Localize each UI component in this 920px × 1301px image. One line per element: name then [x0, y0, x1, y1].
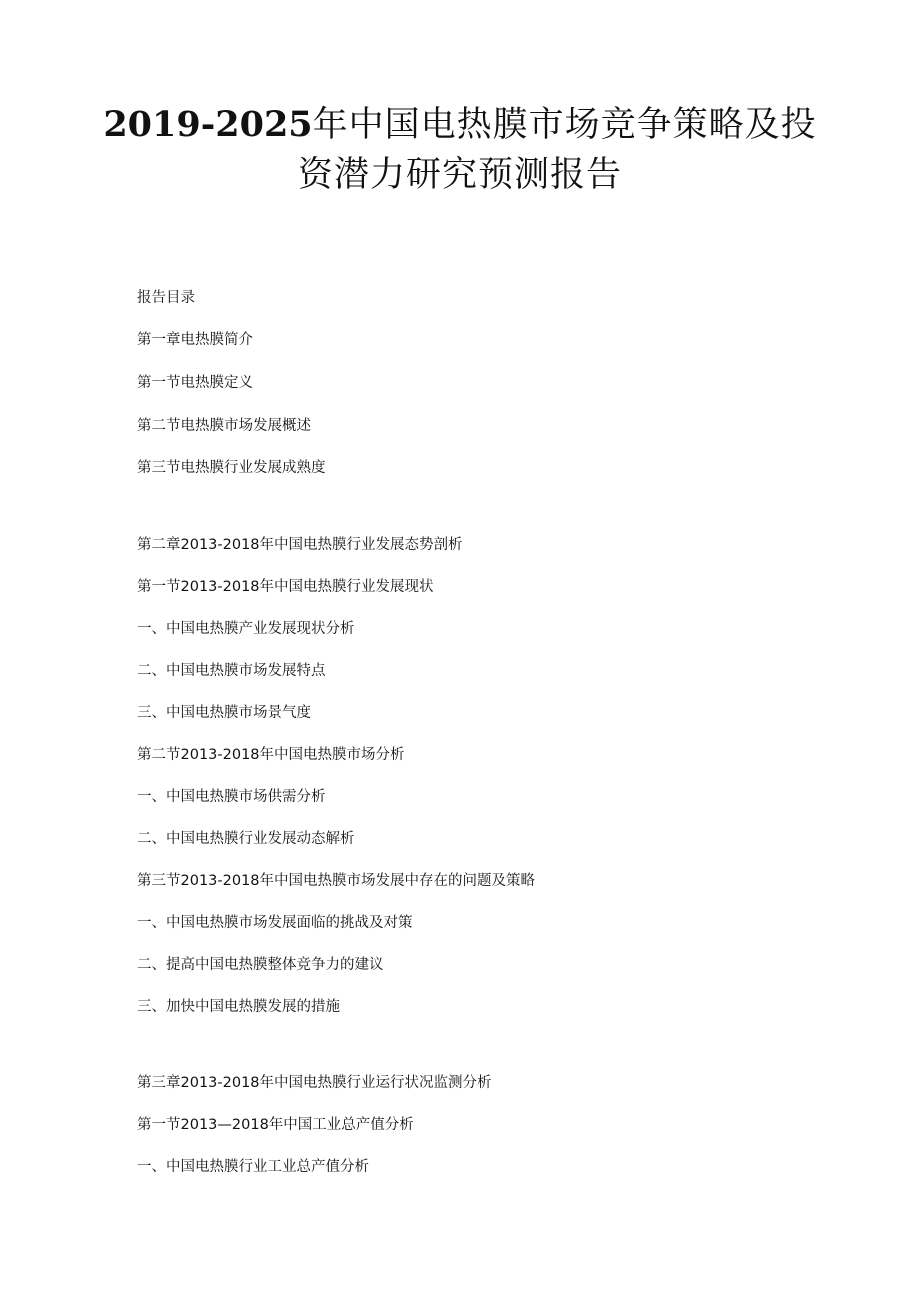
toc-item: 一、中国电热膜行业工业总产值分析	[137, 1159, 369, 1175]
toc-item: 二、提高中国电热膜整体竞争力的建议	[137, 957, 384, 973]
report-title-year: 2019-2025	[103, 104, 313, 145]
toc-item: 第二节电热膜市场发展概述	[137, 418, 311, 434]
toc-item: 第一节2013-2018年中国电热膜行业发展现状	[137, 579, 434, 595]
toc-item: 一、中国电热膜市场发展面临的挑战及对策	[137, 915, 413, 931]
toc-heading: 报告目录	[137, 290, 195, 306]
toc-item: 第一章电热膜简介	[137, 332, 253, 348]
toc-item: 二、中国电热膜行业发展动态解析	[137, 831, 355, 847]
toc-item: 第二章2013-2018年中国电热膜行业发展态势剖析	[137, 537, 463, 553]
toc-item: 第一节2013—2018年中国工业总产值分析	[137, 1117, 414, 1133]
report-title-line2: 资潜力研究预测报告	[297, 155, 622, 195]
toc-item: 第二节2013-2018年中国电热膜市场分析	[137, 747, 405, 763]
toc-item: 第三节电热膜行业发展成熟度	[137, 460, 326, 476]
toc-item: 一、中国电热膜产业发展现状分析	[137, 621, 355, 637]
toc-item: 第一节电热膜定义	[137, 375, 253, 391]
toc-item: 第三章2013-2018年中国电热膜行业运行状况监测分析	[137, 1075, 492, 1091]
toc-item: 三、中国电热膜市场景气度	[137, 705, 311, 721]
toc-item: 二、中国电热膜市场发展特点	[137, 663, 326, 679]
report-title-line1	[100, 101, 820, 149]
toc-item: 第三节2013-2018年中国电热膜市场发展中存在的问题及策略	[137, 873, 536, 889]
toc-item: 三、加快中国电热膜发展的措施	[137, 999, 340, 1015]
report-title-line1-text: 年中国电热膜市场竞争策略及投	[312, 105, 817, 145]
toc-item: 一、中国电热膜市场供需分析	[137, 789, 326, 805]
